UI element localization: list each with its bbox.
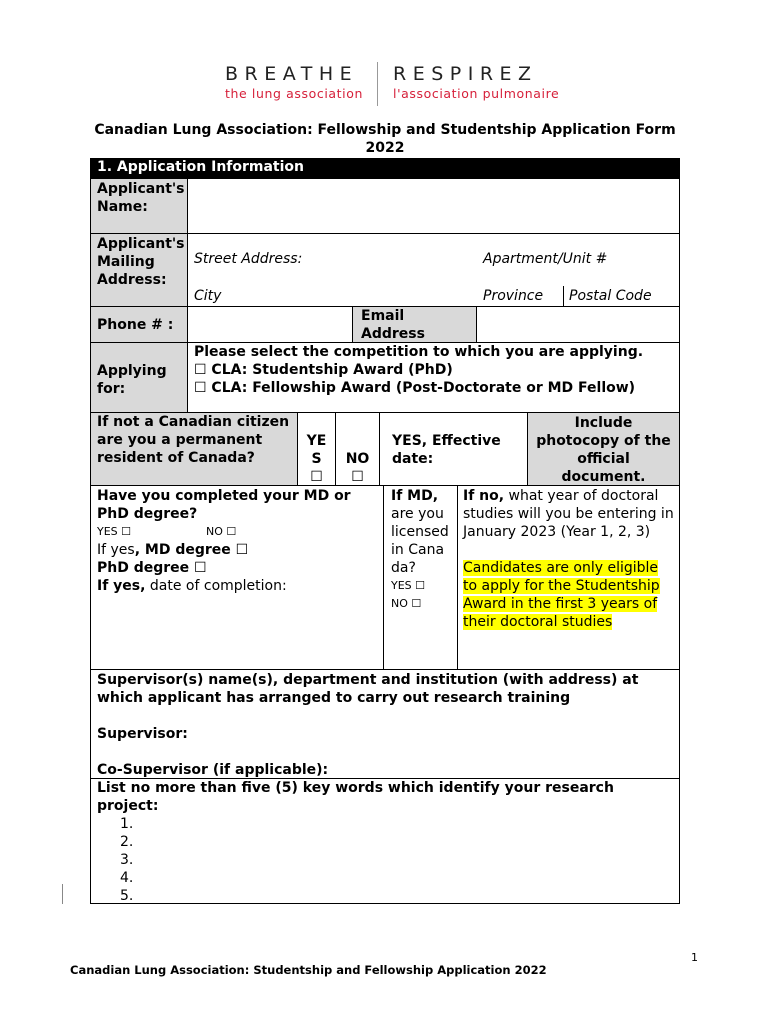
logo	[0, 62, 770, 108]
doctoral-year-box	[457, 485, 680, 669]
applicant-name-field[interactable]	[187, 178, 680, 233]
keywords-box	[90, 778, 680, 904]
cosupervisor-field[interactable]: Co-Supervisor (if applicable):	[97, 762, 329, 778]
city-label: City	[194, 288, 222, 304]
photocopy-note: Include photocopy of the official document.	[527, 412, 680, 485]
competition-box	[187, 342, 680, 412]
competition-prompt: Please select the competition to which you are applying.	[194, 344, 644, 360]
supervisor-field[interactable]: Supervisor:	[97, 726, 188, 742]
keyword-3[interactable]: 3.	[120, 852, 134, 868]
completion-if-yes: If yes,	[97, 578, 146, 594]
citizen-no-label: NO	[345, 451, 370, 467]
supervisor-box	[90, 669, 680, 778]
degree-if-yes: If yes	[97, 542, 135, 558]
apartment-label: Apartment/Unit #	[483, 251, 608, 267]
citizen-yes	[297, 412, 335, 485]
degree-no-checkbox[interactable]: NO ☐	[206, 525, 237, 538]
supervisor-prompt: Supervisor(s) name(s), department and institution (with address) at which applicant has arranged to carry out research training	[97, 672, 639, 706]
citizen-no	[335, 412, 379, 485]
logo-en-name: BREATHE	[225, 63, 359, 85]
page-number: 1	[691, 951, 698, 964]
logo-divider	[377, 62, 378, 106]
degree-type-row	[97, 541, 377, 559]
md-license-box	[383, 485, 457, 669]
keyword-4[interactable]: 4.	[120, 870, 134, 886]
keyword-2[interactable]: 2.	[120, 834, 134, 850]
mailing-address-label: Applicant's Mailing Address:	[90, 233, 187, 306]
applicant-name-label: Applicant's Name:	[90, 178, 187, 233]
logo-en-sub: the lung association	[225, 86, 363, 101]
phone-field[interactable]	[187, 306, 352, 342]
logo-english	[225, 62, 363, 102]
postal-code-label: Postal Code	[569, 288, 652, 304]
document-title: Canadian Lung Association: Fellowship and Studentship Application Form 2022	[94, 122, 676, 156]
md-license-if: If MD,	[391, 488, 439, 504]
doctoral-if-no: If no,	[463, 488, 505, 504]
completion-date-row[interactable]	[97, 577, 377, 595]
degree-yes-checkbox[interactable]: YES ☐	[97, 525, 132, 538]
md-license-yes[interactable]: YES ☐	[391, 579, 426, 592]
section-header: 1. Application Information	[90, 158, 680, 178]
md-degree-checkbox[interactable]: , MD degree ☐	[134, 542, 249, 558]
margin-mark	[62, 884, 63, 904]
logo-fr-sub: l'association pulmonaire	[393, 86, 560, 101]
doctoral-year-text: what year of doctoral studies will you be entering in January 2023 (Year 1, 2, 3)	[463, 488, 674, 540]
completion-date-label: date of completion:	[145, 578, 287, 594]
fellowship-option[interactable]: ☐ CLA: Fellowship Award (Post-Doctorate or MD Fellow)	[194, 380, 636, 396]
keyword-1[interactable]: 1.	[120, 816, 134, 832]
keyword-5[interactable]: 5.	[120, 888, 134, 904]
citizen-yes-label: YES	[306, 433, 327, 467]
keywords-prompt: List no more than five (5) key words which identify your research project:	[97, 780, 614, 814]
citizenship-question: If not a Canadian citizen are you a permanent resident of Canada?	[90, 412, 297, 485]
logo-french	[393, 62, 559, 102]
street-address-label: Street Address:	[194, 251, 303, 267]
province-divider	[563, 286, 564, 306]
studentship-option[interactable]: ☐ CLA: Studentship Award (PhD)	[194, 362, 453, 378]
phone-label: Phone # :	[90, 306, 187, 342]
degree-question-box	[90, 485, 383, 669]
email-label: Email Address	[352, 306, 476, 342]
page-footer: Canadian Lung Association: Studentship and Fellowship Application 2022	[70, 963, 547, 977]
doctoral-year-question[interactable]	[463, 487, 674, 541]
email-field[interactable]	[476, 306, 680, 342]
eligibility-note: Candidates are only eligible to apply for the Studentship Award in the first 3 years of their doctoral studies	[463, 560, 660, 630]
keywords-list	[97, 815, 673, 905]
application-form	[90, 158, 680, 904]
province-label: Province	[483, 288, 544, 304]
applying-for-label: Applying for:	[90, 342, 187, 412]
degree-question: Have you completed your MD or PhD degree?	[97, 488, 351, 522]
citizen-yes-checkbox[interactable]: ☐	[310, 469, 323, 485]
eligibility-note-wrap	[463, 559, 674, 631]
degree-yes-no	[97, 523, 377, 541]
logo-fr-name: RESPIREZ	[393, 63, 538, 85]
md-license-question: are you licensed in Canada?	[391, 506, 449, 576]
phd-degree-checkbox[interactable]: PhD degree ☐	[97, 560, 207, 576]
effective-date-field[interactable]: YES, Effective date:	[379, 412, 527, 485]
citizen-no-checkbox[interactable]: ☐	[351, 469, 364, 485]
md-license-no[interactable]: NO ☐	[391, 597, 422, 610]
